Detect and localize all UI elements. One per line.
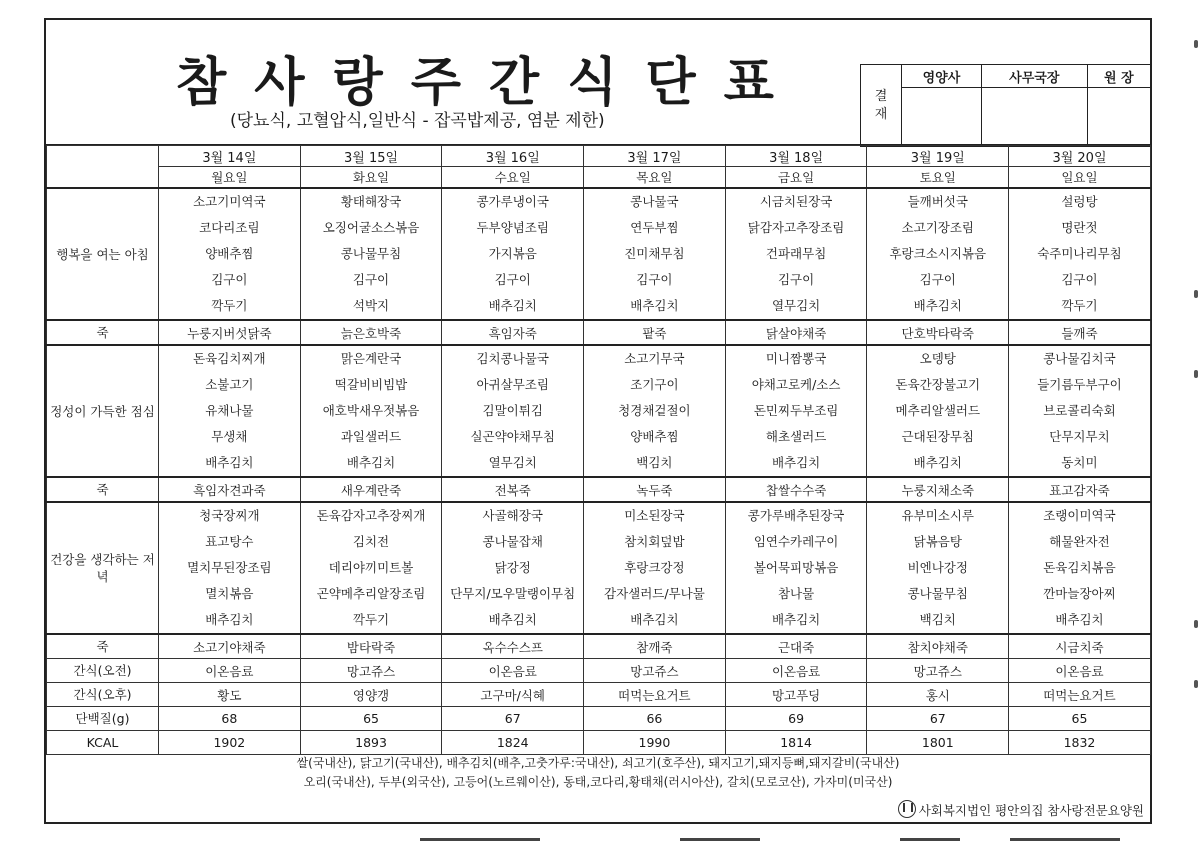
header (46, 20, 1150, 146)
menu-row (47, 345, 1151, 477)
menu-item: 조랭이미역국 (1043, 508, 1116, 523)
menu-cell (725, 345, 867, 477)
menu-item: 배추김치 (488, 612, 537, 627)
meal-label: 죽 (47, 320, 159, 345)
day-weekday: 화요일 (300, 167, 442, 189)
menu-cell: 흑임자죽 (442, 320, 584, 345)
menu-item: 감자샐러드/무나물 (604, 586, 705, 601)
menu-item: 브로콜리숙회 (1043, 403, 1116, 418)
day-weekday: 목요일 (584, 167, 726, 189)
menu-item: 들깨버섯국 (907, 194, 968, 209)
menu-cell: 이온음료 (1009, 659, 1151, 683)
menu-item: 콩나물무침 (907, 586, 968, 601)
menu-item: 백김치 (919, 612, 956, 627)
menu-row (47, 477, 1151, 502)
menu-cell (442, 345, 584, 477)
menu-cell: 새우계란죽 (300, 477, 442, 502)
menu-cell: 표고감자죽 (1009, 477, 1151, 502)
menu-item: 시금치된장국 (759, 194, 833, 209)
menu-item: 멸치볶음 (205, 586, 254, 601)
menu-item: 돈육간장불고기 (895, 377, 981, 392)
day-date: 3월 17일 (584, 146, 726, 167)
menu-row (47, 320, 1151, 345)
menu-item: 해물완자전 (1049, 534, 1110, 549)
day-date: 3월 18일 (725, 146, 867, 167)
meal-label: KCAL (47, 731, 159, 755)
menu-sheet (44, 18, 1152, 824)
menu-item: 양배추찜 (630, 429, 679, 444)
day-date: 3월 16일 (442, 146, 584, 167)
menu-cell: 68 (159, 707, 301, 731)
menu-row (47, 683, 1151, 707)
menu-item: 청경채겉절이 (618, 403, 691, 418)
menu-row (47, 634, 1151, 659)
organization-label: 사회복지법인 평안의집 참사랑전문요양원 (918, 803, 1144, 818)
menu-item: 콩나물국 (630, 194, 679, 209)
meal-label: 죽 (47, 634, 159, 659)
menu-item: 배추김치 (488, 298, 537, 313)
menu-cell: 참깨죽 (584, 634, 726, 659)
menu-item: 과일샐러드 (340, 429, 402, 444)
day-weekday: 일요일 (1009, 167, 1151, 189)
menu-cell: 옥수수스프 (442, 634, 584, 659)
menu-item: 표고탕수 (205, 534, 254, 549)
menu-item: 돈육김치볶음 (1043, 560, 1116, 575)
menu-cell: 1832 (1009, 731, 1151, 755)
meal-label: 죽 (47, 477, 159, 502)
day-date: 3월 14일 (159, 146, 301, 167)
menu-item: 유채나물 (205, 403, 254, 418)
menu-cell: 황도 (159, 683, 301, 707)
menu-cell: 녹두죽 (584, 477, 726, 502)
menu-item: 닭볶음탕 (913, 534, 962, 549)
menu-item: 김구이 (211, 272, 248, 287)
menu-item: 오징어굴소스볶음 (322, 220, 420, 235)
menu-cell: 1801 (867, 731, 1009, 755)
menu-cell: 참치야채죽 (867, 634, 1009, 659)
menu-item: 명란젓 (1061, 220, 1098, 235)
menu-cell: 65 (1009, 707, 1151, 731)
menu-cell (159, 502, 301, 634)
menu-cell: 1824 (442, 731, 584, 755)
menu-cell (584, 345, 726, 477)
menu-item: 김구이 (352, 272, 390, 287)
menu-cell: 홍시 (867, 683, 1009, 707)
menu-item: 돈육김치찌개 (193, 351, 266, 366)
approval-role: 영양사 (902, 65, 982, 88)
menu-cell: 65 (300, 707, 442, 731)
menu-item: 깐마늘장아찌 (1043, 586, 1116, 601)
menu-item: 코다리조림 (199, 220, 260, 235)
menu-item: 건파래무침 (765, 246, 827, 261)
menu-cell: 찹쌀수수죽 (725, 477, 867, 502)
org-logo-icon (898, 800, 916, 818)
menu-item: 배추김치 (913, 298, 962, 313)
meal-label: 단백질(g) (47, 707, 159, 731)
menu-item: 콩가루배추된장국 (747, 508, 845, 523)
menu-item: 김구이 (636, 272, 673, 287)
menu-item: 유부미소시루 (901, 508, 974, 523)
menu-item: 소불고기 (205, 377, 254, 392)
menu-item: 청국장찌개 (199, 508, 260, 523)
day-weekday: 토요일 (867, 167, 1009, 189)
menu-item: 김말이튀김 (482, 403, 543, 418)
menu-cell (1009, 345, 1151, 477)
menu-item: 깍두기 (211, 298, 248, 313)
menu-item: 조기구이 (630, 377, 679, 392)
menu-item: 애호박새우젓볶음 (322, 403, 420, 418)
menu-item: 김구이 (919, 272, 956, 287)
menu-cell (1009, 502, 1151, 634)
menu-cell: 고구마/식혜 (442, 683, 584, 707)
menu-cell: 소고기야채죽 (159, 634, 301, 659)
menu-item: 배추김치 (913, 455, 962, 470)
menu-item: 참나물 (777, 586, 815, 601)
menu-cell: 망고쥬스 (867, 659, 1009, 683)
menu-cell: 시금치죽 (1009, 634, 1151, 659)
menu-item: 돈민찌두부조림 (753, 403, 839, 418)
menu-item: 진미채무침 (624, 246, 685, 261)
menu-item: 콩가루냉이국 (476, 194, 549, 209)
menu-item: 깍두기 (352, 612, 390, 627)
menu-item: 배추김치 (771, 455, 821, 470)
menu-item: 임연수카레구이 (753, 534, 839, 549)
menu-cell (725, 188, 867, 320)
menu-cell: 전복죽 (442, 477, 584, 502)
menu-item: 참치회덮밥 (624, 534, 685, 549)
menu-item: 숙주미나리무침 (1037, 246, 1122, 261)
menu-item: 양배추찜 (205, 246, 254, 261)
menu-item: 소고기무국 (624, 351, 685, 366)
menu-item: 콩나물잡채 (482, 534, 543, 549)
menu-item: 깍두기 (1061, 298, 1098, 313)
menu-row (47, 502, 1151, 634)
menu-item: 야채고로케/소스 (751, 377, 841, 392)
menu-cell: 이온음료 (442, 659, 584, 683)
menu-item: 동치미 (1061, 455, 1098, 470)
menu-item: 해초샐러드 (765, 429, 827, 444)
menu-cell: 밤타락죽 (300, 634, 442, 659)
menu-cell: 66 (584, 707, 726, 731)
approval-stamp-slot (981, 88, 1087, 147)
menu-item: 근대된장무침 (901, 429, 974, 444)
menu-row (47, 659, 1151, 683)
menu-item: 단무지무치 (1049, 429, 1110, 444)
menu-item: 닭감자고추장조림 (747, 220, 845, 235)
menu-cell: 1893 (300, 731, 442, 755)
menu-item: 콩나물김치국 (1043, 351, 1116, 366)
menu-item: 오뎅탕 (919, 351, 956, 366)
day-weekday: 수요일 (442, 167, 584, 189)
menu-item: 배추김치 (771, 612, 821, 627)
menu-item: 두부양념조림 (476, 220, 549, 235)
meal-label: 정성이 가득한 점심 (47, 345, 159, 477)
menu-item: 무생채 (211, 429, 248, 444)
menu-item: 데리야끼미트볼 (328, 560, 414, 575)
menu-cell: 69 (725, 707, 867, 731)
day-date: 3월 19일 (867, 146, 1009, 167)
origin-note-line-1: 쌀(국내산), 닭고기(국내산), 배추김치(배추,고춧가루:국내산), 쇠고기(호주산), 돼지고기,돼지등뼈,돼지갈비(국내산) (296, 756, 900, 770)
origin-note-line-2: 오리(국내산), 두부(외국산), 고등어(노르웨이산), 동태,코다리,황태채(러시아산), 갈치(모로코산), 가자미(미국산) (303, 775, 893, 789)
menu-cell: 망고푸딩 (725, 683, 867, 707)
menu-cell (584, 188, 726, 320)
menu-item: 김구이 (777, 272, 815, 287)
menu-cell: 1814 (725, 731, 867, 755)
menu-cell: 닭살야채죽 (725, 320, 867, 345)
menu-item: 비엔나강정 (907, 560, 968, 575)
menu-row (47, 707, 1151, 731)
menu-row (47, 188, 1151, 320)
menu-item: 김치콩나물국 (476, 351, 549, 366)
menu-item: 배추김치 (205, 455, 254, 470)
menu-item: 배추김치 (630, 612, 679, 627)
menu-item: 미니짬뽕국 (765, 351, 827, 366)
menu-cell (442, 188, 584, 320)
menu-cell (300, 502, 442, 634)
approval-label-2: 재 (874, 106, 888, 122)
approval-box (860, 64, 1151, 147)
day-weekday: 금요일 (725, 167, 867, 189)
menu-item: 배추김치 (630, 298, 679, 313)
approval-role: 원 장 (1087, 65, 1150, 88)
menu-item: 가지볶음 (488, 246, 537, 261)
menu-item: 연두부찜 (630, 220, 679, 235)
menu-cell (584, 502, 726, 634)
menu-cell: 떠먹는요거트 (1009, 683, 1151, 707)
menu-cell: 근대죽 (725, 634, 867, 659)
menu-cell (159, 345, 301, 477)
menu-cell: 67 (867, 707, 1009, 731)
menu-cell: 영양갱 (300, 683, 442, 707)
menu-item: 설렁탕 (1061, 194, 1098, 209)
menu-cell: 단호박타락죽 (867, 320, 1009, 345)
meal-label: 건강을 생각하는 저녁 (47, 502, 159, 634)
menu-item: 콩나물무침 (340, 246, 402, 261)
menu-item: 돈육감자고추장찌개 (316, 508, 426, 523)
menu-item: 사골해장국 (482, 508, 543, 523)
menu-table (46, 145, 1151, 755)
menu-cell: 이온음료 (159, 659, 301, 683)
menu-cell: 팥죽 (584, 320, 726, 345)
menu-cell: 이온음료 (725, 659, 867, 683)
menu-item: 들기름두부구이 (1037, 377, 1122, 392)
menu-cell: 누룽지채소죽 (867, 477, 1009, 502)
menu-item: 소고기미역국 (193, 194, 266, 209)
menu-item: 떡갈비비빔밥 (334, 377, 408, 392)
day-date: 3월 20일 (1009, 146, 1151, 167)
menu-cell: 흑임자견과죽 (159, 477, 301, 502)
menu-cell: 들깨죽 (1009, 320, 1151, 345)
day-weekday: 월요일 (159, 167, 301, 189)
day-date: 3월 15일 (300, 146, 442, 167)
menu-item: 김치전 (352, 534, 390, 549)
menu-cell (867, 188, 1009, 320)
menu-item: 배추김치 (1055, 612, 1104, 627)
corner-cell (47, 146, 159, 189)
menu-item: 열무김치 (488, 455, 537, 470)
page-title: 참사랑주간식단표 (176, 53, 802, 113)
menu-item: 김구이 (1061, 272, 1098, 287)
menu-cell (1009, 188, 1151, 320)
menu-item: 닭강정 (494, 560, 531, 575)
menu-cell: 1902 (159, 731, 301, 755)
menu-cell: 망고쥬스 (584, 659, 726, 683)
menu-item: 맑은계란국 (340, 351, 402, 366)
scan-edge-marks (1192, 0, 1198, 849)
menu-item: 김구이 (494, 272, 531, 287)
approval-stamp-slot (902, 88, 982, 147)
menu-item: 실곤약야채무침 (470, 429, 555, 444)
menu-cell (300, 345, 442, 477)
menu-item: 멸치무된장조림 (187, 560, 272, 575)
footer (46, 744, 1150, 824)
page-subtitle: (당뇨식, 고혈압식,일반식 - 잡곡밥제공, 염분 제한) (230, 111, 605, 131)
menu-item: 단무지/모우말랭이무침 (450, 586, 576, 601)
menu-item: 석박지 (352, 298, 390, 313)
menu-cell (300, 188, 442, 320)
menu-cell (867, 502, 1009, 634)
scan-artifact-marks (0, 838, 1200, 844)
menu-cell: 누룽지버섯닭죽 (159, 320, 301, 345)
menu-cell (725, 502, 867, 634)
menu-item: 백김치 (636, 455, 673, 470)
menu-item: 아귀살무조림 (476, 377, 549, 392)
organization-name (898, 800, 1144, 819)
menu-item: 후랑크강정 (624, 560, 685, 575)
menu-item: 소고기장조림 (901, 220, 974, 235)
menu-cell (159, 188, 301, 320)
menu-cell: 떠먹는요거트 (584, 683, 726, 707)
menu-item: 곤약메추리알장조림 (316, 586, 426, 601)
menu-item: 열무김치 (771, 298, 821, 313)
menu-cell (867, 345, 1009, 477)
menu-cell: 망고쥬스 (300, 659, 442, 683)
approval-stamp-slot (1087, 88, 1150, 147)
menu-item: 배추김치 (346, 455, 396, 470)
meal-label: 간식(오전) (47, 659, 159, 683)
menu-item: 메추리알샐러드 (895, 403, 981, 418)
approval-role: 사무국장 (981, 65, 1087, 88)
menu-item: 미소된장국 (624, 508, 685, 523)
approval-label-1: 결 (874, 88, 888, 104)
menu-cell (442, 502, 584, 634)
menu-item: 볼어묵피망볶음 (753, 560, 839, 575)
meal-label: 간식(오후) (47, 683, 159, 707)
menu-cell: 1990 (584, 731, 726, 755)
menu-cell: 늙은호박죽 (300, 320, 442, 345)
approval-label (861, 65, 902, 147)
menu-cell: 67 (442, 707, 584, 731)
menu-item: 후랑크소시지볶음 (889, 246, 987, 261)
meal-label: 행복을 여는 아침 (47, 188, 159, 320)
menu-item: 배추김치 (205, 612, 254, 627)
menu-item: 황태해장국 (340, 194, 402, 209)
